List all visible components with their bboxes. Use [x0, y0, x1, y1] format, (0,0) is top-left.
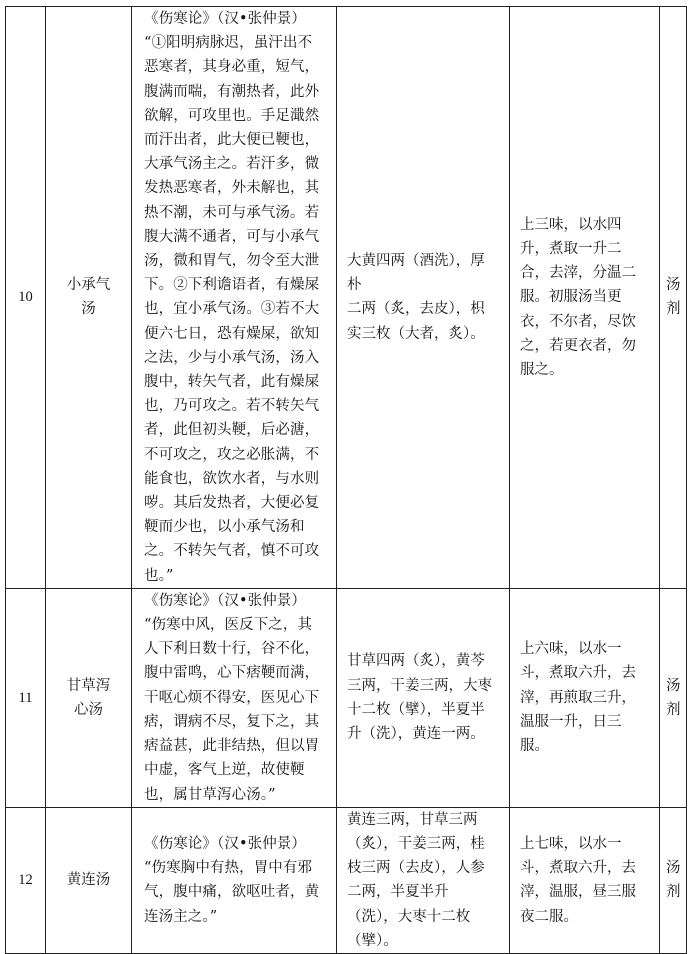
formula-name: 黄连汤: [46, 807, 132, 953]
formula-name: 甘草泻心汤: [46, 588, 132, 807]
dosage-form: 汤 剂: [660, 7, 687, 589]
row-number: 11: [6, 588, 46, 807]
row-number: 10: [6, 7, 46, 589]
usage-cell: [510, 807, 660, 953]
table-row: [6, 807, 687, 953]
composition-cell: [337, 588, 510, 807]
source-text: 《伤寒论》（汉•张仲景） “①阳明病脉迟，虽汗出不 恶寒者，其身必重，短气， 腹满而喘，有潮热者，此外 欲解，可攻里也。手足濈然 而汗出者，此大便已鞕也， 大承气汤主之。若汗多，微 发热恶寒者，外未解也，其 热不潮，未可与承气汤。若 腹大满不通者，可与小承气 汤，微和胃气，勿令至大泄 下。②下利谵语者，有燥屎 也，宜小承气汤。③若不大 便六七日，恐有燥屎，欲知 之法，少与小承气汤，汤入 腹中，转矢气者，此有燥屎 也，乃可攻之。若不转矢气 者，此但初头鞕，后必溏， 不可攻之，攻之必胀满，不 能食也，欲饮水者，与水则 哕。其后发热者，大便必复 鞕而少也，以小承气汤和 之。不转矢气者，慎不可攻 也。”: [144, 11, 320, 584]
source-text-cell: [132, 588, 337, 807]
source-text-cell: [132, 807, 337, 953]
source-text: 《伤寒论》（汉•张仲景） “伤寒中风，医反下之，其 人下利日数十行，谷不化， 腹中雷鸣，心下痞鞕而满， 干呕心烦不得安，医见心下 痞，谓病不尽，复下之，其 痞益甚，此非结热，但以胃 中虚，客气上逆，故使鞕 也，属甘草泻心汤。”: [144, 592, 320, 803]
table-row: [6, 7, 687, 589]
usage-cell: [510, 588, 660, 807]
formula-name: 小承气汤: [46, 7, 132, 589]
source-text: 《伤寒论》（汉•张仲景） “伤寒胸中有热，胃中有邪 气，腹中痛，欲呕吐者，黄 连汤主之。”: [144, 835, 320, 925]
table-row: [6, 588, 687, 807]
row-number: 12: [6, 807, 46, 953]
dosage-form: 汤 剂: [660, 588, 687, 807]
usage-cell: [510, 7, 660, 589]
composition-text: 大黄四两（酒洗），厚朴 二两（炙，去皮），枳 实三枚（大者，炙）。: [347, 253, 485, 342]
usage-text: 上三味，以水四 升，煮取一升二 合，去滓，分温二 服。初服汤当更 衣，不尔者，尽饮 之，若更衣者，勿 服之。: [520, 216, 636, 378]
dosage-form: 汤 剂: [660, 807, 687, 953]
formula-table: [5, 6, 687, 954]
composition-text: 黄连三两，甘草三两 （炙），干姜三两，桂 枝三两（去皮），人参 二两，半夏半升 （洗），大枣十二枚 （擘）。: [347, 811, 485, 949]
source-text-cell: [132, 7, 337, 589]
composition-text: 甘草四两（炙），黄芩 三两，干姜三两，大枣 十二枚（擘），半夏半 升（洗），黄连一两。: [347, 653, 492, 742]
usage-text: 上六味，以水一 斗，煮取六升，去 滓，再煎取三升， 温服一升，日三 服。: [520, 641, 636, 755]
composition-cell: [337, 807, 510, 953]
usage-text: 上七味，以水一 斗，煮取六升，去 滓，温服，昼三服 夜二服。: [520, 835, 636, 925]
composition-cell: [337, 7, 510, 589]
